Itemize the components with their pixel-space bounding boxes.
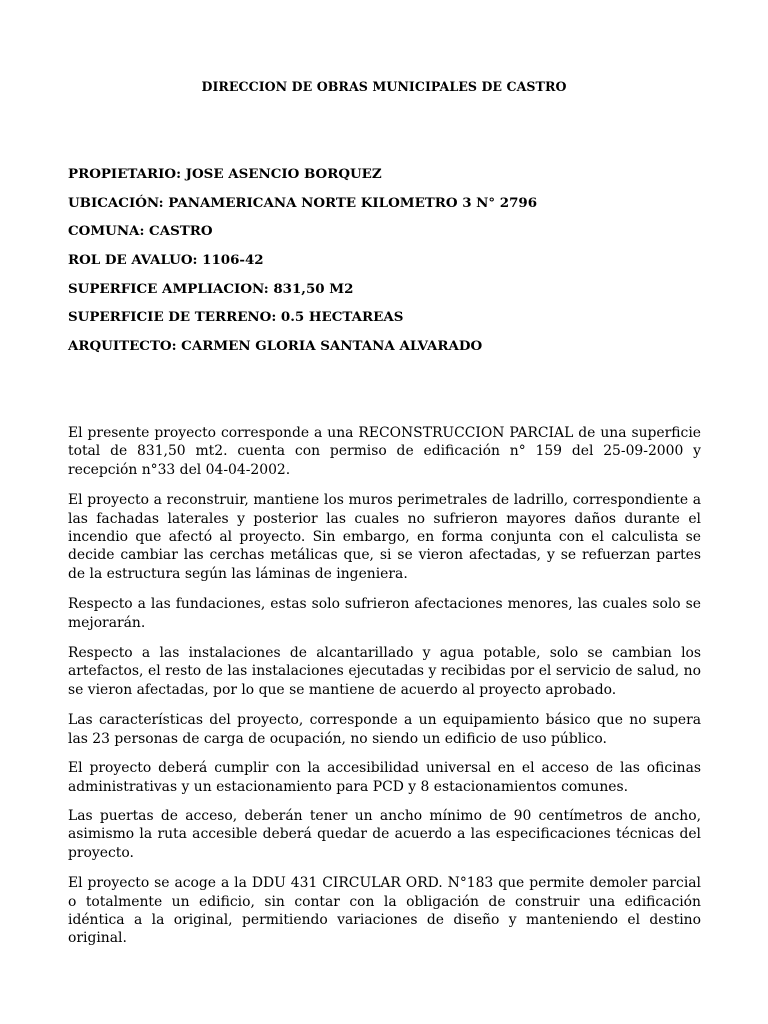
paragraph-doors: Las puertas de acceso, deberán tener un ancho mínimo de 90 centímetros de ancho, asimismo la ruta accesible deberá quedar de acuerdo a las especificaciones técnicas del proyecto. <box>68 807 701 861</box>
field-comuna: COMUNA: CASTRO <box>68 223 213 240</box>
document-body <box>68 424 701 960</box>
paragraph-characteristics: Las características del proyecto, corresponde a un equipamiento básico que no supera las 23 personas de carga de ocupación, no siendo un edificio de uso público. <box>68 712 701 747</box>
paragraph-installations: Respecto a las instalaciones de alcantarillado y agua potable, solo se cambian los artefactos, el resto de las instalaciones ejecutadas y recibidas por el servicio de salud, no se vieron afectadas, por lo que se mantiene de acuerdo al proyecto aprobado. <box>68 645 701 698</box>
document-title: DIRECCION DE OBRAS MUNICIPALES DE CASTRO <box>201 79 567 94</box>
paragraph-reconstruction: El proyecto a reconstruir, mantiene los muros perimetrales de ladrillo, correspondiente a las fachadas laterales y posterior las cuales no sufrieron mayores daños durante el incendio que afectó al proyecto. Sin embargo, en forma conjunta con el calculista se decide cambiar las cerchas metálicas que, si se vieron afectadas, y se refuerzan partes de la estructura según las láminas de ingeniera. <box>68 492 701 582</box>
field-rol-de-avaluo: ROL DE AVALUO: 1106-42 <box>68 252 264 269</box>
paragraph-foundations: Respecto a las fundaciones, estas solo sufrieron afectaciones menores, las cuales solo se mejorarán. <box>68 596 701 631</box>
field-superficie-ampliacion: SUPERFICE AMPLIACION: 831,50 M2 <box>68 280 354 297</box>
paragraph-accessibility: El proyecto deberá cumplir con la accesibilidad universal en el acceso de las oficinas administrativas y un estacionamiento para PCD y 8 estacionamientos comunes. <box>68 760 701 795</box>
field-superficie-de-terreno: SUPERFICIE DE TERRENO: 0.5 HECTAREAS <box>68 309 404 326</box>
field-propietario: PROPIETARIO: JOSE ASENCIO BORQUEZ <box>68 166 382 182</box>
field-ubicacion: UBICACIÓN: PANAMERICANA NORTE KILOMETRO 3 N° 2796 <box>68 194 538 211</box>
project-details-list <box>68 166 708 367</box>
paragraph-ddu-circular: El proyecto se acoge a la DDU 431 CIRCULAR ORD. N°183 que permite demoler parcial o totalmente un edificio, sin contar con la obligación de construir una edificación idéntica a la original, permitiendo variaciones de diseño y manteniendo el destino original. <box>68 875 701 947</box>
field-arquitecto: ARQUITECTO: CARMEN GLORIA SANTANA ALVARADO <box>68 338 483 355</box>
paragraph-project-summary: El presente proyecto corresponde a una RECONSTRUCCION PARCIAL de una superficie total de 831,50 mt2. cuenta con permiso de edificación n° 159 del 25-09-2000 y recepción n°33 del 04-04-2002. <box>68 425 701 478</box>
